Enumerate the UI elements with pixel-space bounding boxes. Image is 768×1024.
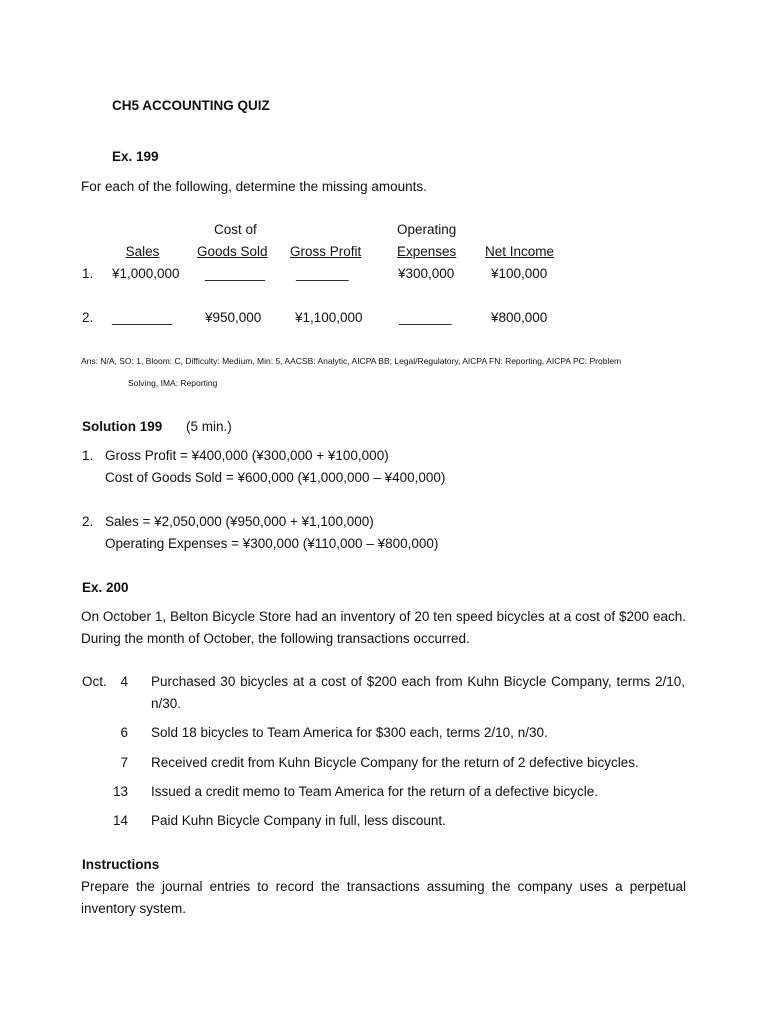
- page-title: CH5 ACCOUNTING QUIZ: [112, 98, 270, 113]
- solution-item1-num: 1.: [82, 448, 94, 463]
- header-sales: Sales: [125, 244, 160, 259]
- row1-opex: ¥300,000: [398, 266, 455, 281]
- ans-metadata-line1: Ans: N/A, SO: 1, Bloom: C, Difficulty: Medium, Min: 5, AACSB: Analytic, AICPA BB: Legal/Regulatory, AICPA FN: Reporting, AICPA PC: Problem: [81, 356, 622, 366]
- transaction-text-7: Received credit from Kuhn Bicycle Company for the return of 2 defective bicycles.: [151, 755, 639, 770]
- transaction-day-6: 6: [120, 725, 128, 740]
- row1-num: 1.: [82, 266, 94, 281]
- header-opex-top: Operating: [397, 222, 457, 237]
- ex200-heading: Ex. 200: [82, 580, 129, 595]
- solution-item1-line2: Cost of Goods Sold = ¥600,000 (¥1,000,000 – ¥400,000): [105, 470, 446, 485]
- solution199-heading: Solution 199: [82, 419, 163, 434]
- row2-cogs: ¥950,000: [205, 310, 262, 325]
- solution199-time: (5 min.): [186, 419, 232, 434]
- header-cogs-top: Cost of: [214, 222, 257, 237]
- solution-item2-line1: Sales = ¥2,050,000 (¥950,000 + ¥1,100,000): [105, 514, 374, 529]
- ex199-instruction: For each of the following, determine the missing amounts.: [81, 179, 427, 194]
- row2-num: 2.: [82, 310, 94, 325]
- ans-metadata-line2: Solving, IMA: Reporting: [128, 378, 218, 388]
- row2-opex: _______: [399, 310, 452, 325]
- ex200-month: Oct.: [82, 674, 107, 689]
- transaction-text-6: Sold 18 bicycles to Team America for $300 each, terms 2/10, n/30.: [151, 725, 548, 740]
- instructions-text: Prepare the journal entries to record the transactions assuming the company uses a perpetual inventory system.: [81, 879, 686, 916]
- transaction-text-14: Paid Kuhn Bicycle Company in full, less discount.: [151, 813, 446, 828]
- transaction-day-14: 14: [112, 813, 128, 828]
- solution-item1-line1: Gross Profit = ¥400,000 (¥300,000 + ¥100,000): [105, 448, 389, 463]
- header-gross-profit: Gross Profit: [290, 244, 362, 259]
- transaction-text-13: Issued a credit memo to Team America for the return of a defective bicycle.: [151, 784, 598, 799]
- row2-sales: ________: [112, 310, 173, 325]
- row1-net-income: ¥100,000: [491, 266, 548, 281]
- row1-cogs: ________: [205, 266, 266, 281]
- transaction-text-4: Purchased 30 bicycles at a cost of $200 each from Kuhn Bicycle Company, terms 2/10, n/30.: [151, 674, 685, 711]
- header-opex-bottom: Expenses: [397, 244, 457, 259]
- header-cogs-bottom: Goods Sold: [197, 244, 268, 259]
- row1-gross-profit: _______: [296, 266, 349, 281]
- row2-gross-profit: ¥1,100,000: [295, 310, 363, 325]
- transaction-day-13: 13: [112, 784, 128, 799]
- row2-net-income: ¥800,000: [491, 310, 548, 325]
- instructions-heading: Instructions: [82, 857, 160, 872]
- header-net-income: Net Income: [485, 244, 555, 259]
- ex199-heading: Ex. 199: [112, 149, 159, 164]
- transaction-day-4: 4: [120, 674, 128, 689]
- transaction-day-7: 7: [120, 755, 128, 770]
- ex200-intro: On October 1, Belton Bicycle Store had an inventory of 20 ten speed bicycles at a cost of $200 each. During the month of October, the following transactions occurred.: [81, 609, 686, 646]
- solution-item2-line2: Operating Expenses = ¥300,000 (¥110,000 – ¥800,000): [105, 536, 439, 551]
- row1-sales: ¥1,000,000: [112, 266, 180, 281]
- solution-item2-num: 2.: [82, 514, 94, 529]
